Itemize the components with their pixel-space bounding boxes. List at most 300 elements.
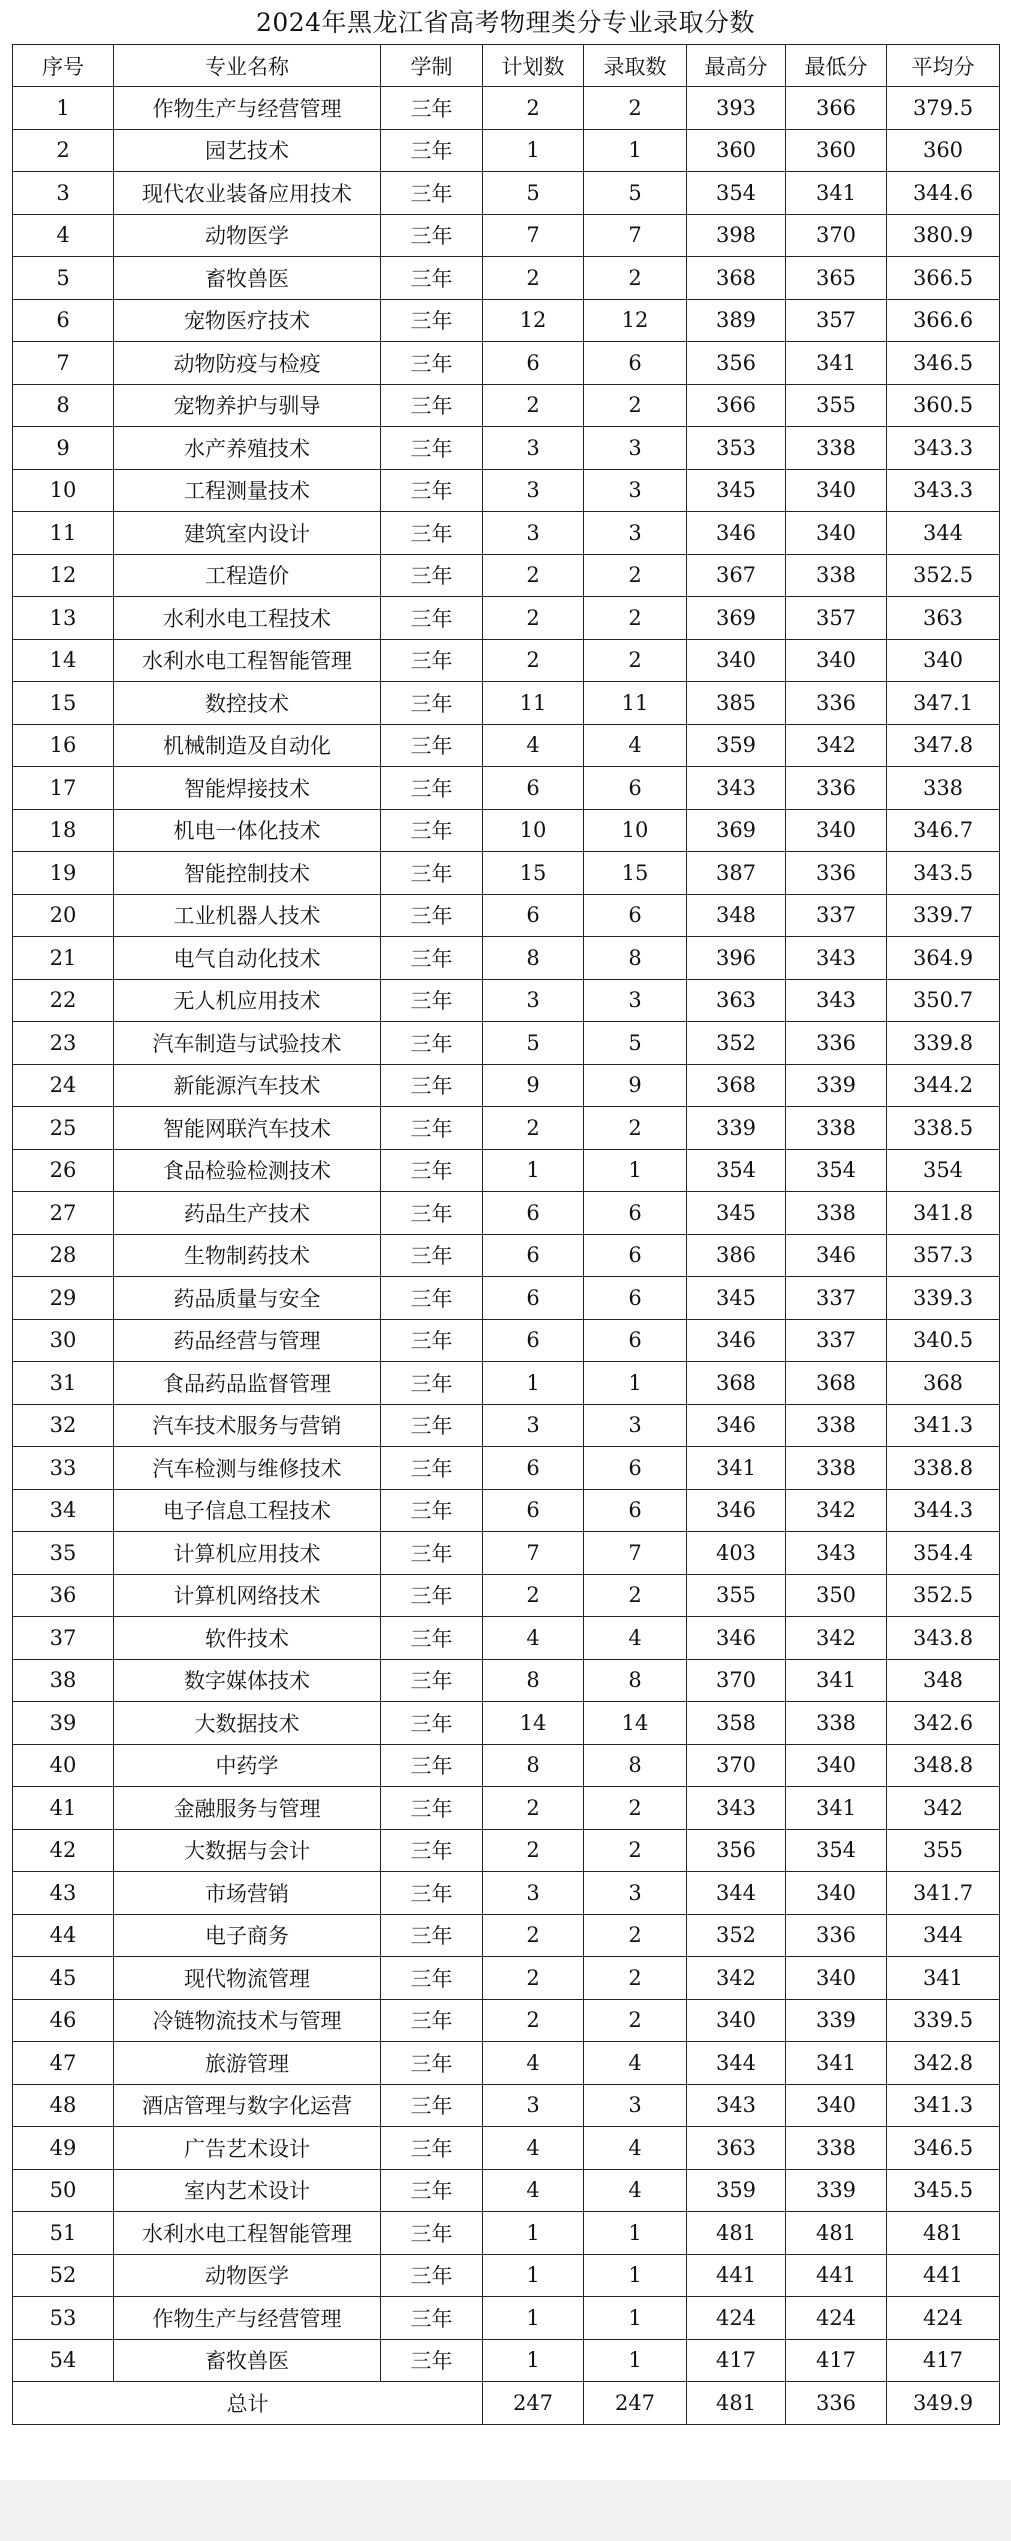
cell-admitted: 2 <box>584 1787 687 1830</box>
cell-avg-score: 343.3 <box>887 469 1000 512</box>
cell-planned: 7 <box>483 1532 584 1575</box>
table-row <box>13 1957 1000 2000</box>
cell-index: 23 <box>13 1022 114 1065</box>
cell-min-score: 340 <box>786 2084 887 2127</box>
cell-major-name: 工业机器人技术 <box>114 894 381 937</box>
table-row <box>13 937 1000 980</box>
column-header-max-score: 最高分 <box>687 45 786 87</box>
cell-index: 36 <box>13 1574 114 1617</box>
cell-planned: 8 <box>483 1659 584 1702</box>
cell-admitted: 4 <box>584 2127 687 2170</box>
cell-index: 39 <box>13 1702 114 1745</box>
cell-major-name: 工程造价 <box>114 554 381 597</box>
cell-avg-score: 352.5 <box>887 554 1000 597</box>
cell-index: 13 <box>13 597 114 640</box>
cell-duration: 三年 <box>381 1914 483 1957</box>
table-row <box>13 299 1000 342</box>
table-row <box>13 1149 1000 1192</box>
cell-index: 52 <box>13 2254 114 2297</box>
cell-avg-score: 344.2 <box>887 1064 1000 1107</box>
table-row <box>13 682 1000 725</box>
cell-admitted: 8 <box>584 1744 687 1787</box>
cell-duration: 三年 <box>381 2212 483 2255</box>
cell-major-name: 中药学 <box>114 1744 381 1787</box>
cell-duration: 三年 <box>381 767 483 810</box>
cell-min-score: 339 <box>786 1064 887 1107</box>
cell-avg-score: 379.5 <box>887 87 1000 130</box>
cell-min-score: 417 <box>786 2339 887 2382</box>
cell-admitted: 2 <box>584 1574 687 1617</box>
cell-min-score: 342 <box>786 724 887 767</box>
cell-planned: 9 <box>483 1064 584 1107</box>
column-header-major: 专业名称 <box>114 45 381 87</box>
cell-planned: 4 <box>483 724 584 767</box>
table-row <box>13 1999 1000 2042</box>
cell-max-score: 346 <box>687 1489 786 1532</box>
cell-admitted: 1 <box>584 2212 687 2255</box>
cell-admitted: 2 <box>584 1957 687 2000</box>
cell-major-name: 软件技术 <box>114 1617 381 1660</box>
cell-avg-score: 346.5 <box>887 342 1000 385</box>
cell-major-name: 计算机网络技术 <box>114 1574 381 1617</box>
cell-planned: 12 <box>483 299 584 342</box>
cell-avg-score: 368 <box>887 1362 1000 1405</box>
cell-avg-score: 341.7 <box>887 1872 1000 1915</box>
cell-max-score: 441 <box>687 2254 786 2297</box>
cell-admitted: 1 <box>584 1362 687 1405</box>
cell-index: 14 <box>13 639 114 682</box>
cell-min-score: 365 <box>786 257 887 300</box>
cell-max-score: 346 <box>687 1617 786 1660</box>
cell-major-name: 食品药品监督管理 <box>114 1362 381 1405</box>
cell-min-score: 346 <box>786 1234 887 1277</box>
cell-index: 26 <box>13 1149 114 1192</box>
cell-duration: 三年 <box>381 1277 483 1320</box>
cell-major-name: 无人机应用技术 <box>114 979 381 1022</box>
cell-admitted: 6 <box>584 1489 687 1532</box>
cell-admitted: 2 <box>584 1829 687 1872</box>
table-row <box>13 2042 1000 2085</box>
cell-admitted: 6 <box>584 767 687 810</box>
cell-avg-score: 339.8 <box>887 1022 1000 1065</box>
cell-planned: 2 <box>483 257 584 300</box>
cell-avg-score: 341.8 <box>887 1192 1000 1235</box>
cell-avg-score: 352.5 <box>887 1574 1000 1617</box>
cell-duration: 三年 <box>381 1872 483 1915</box>
cell-min-score: 340 <box>786 809 887 852</box>
cell-admitted: 1 <box>584 1149 687 1192</box>
cell-major-name: 机电一体化技术 <box>114 809 381 852</box>
cell-planned: 2 <box>483 384 584 427</box>
cell-planned: 6 <box>483 1447 584 1490</box>
cell-min-score: 343 <box>786 979 887 1022</box>
cell-duration: 三年 <box>381 1574 483 1617</box>
cell-planned: 2 <box>483 554 584 597</box>
cell-duration: 三年 <box>381 1489 483 1532</box>
cell-max-score: 359 <box>687 2169 786 2212</box>
table-row <box>13 1192 1000 1235</box>
cell-major-name: 现代物流管理 <box>114 1957 381 2000</box>
cell-admitted: 2 <box>584 384 687 427</box>
cell-min-score: 337 <box>786 1319 887 1362</box>
cell-index: 18 <box>13 809 114 852</box>
cell-admitted: 15 <box>584 852 687 895</box>
cell-duration: 三年 <box>381 1107 483 1150</box>
cell-avg-score: 345.5 <box>887 2169 1000 2212</box>
table-row <box>13 469 1000 512</box>
cell-admitted: 3 <box>584 1872 687 1915</box>
cell-index: 7 <box>13 342 114 385</box>
cell-min-score: 366 <box>786 87 887 130</box>
cell-duration: 三年 <box>381 1702 483 1745</box>
cell-avg-score: 346.7 <box>887 809 1000 852</box>
cell-duration: 三年 <box>381 2254 483 2297</box>
cell-duration: 三年 <box>381 1999 483 2042</box>
cell-planned: 3 <box>483 469 584 512</box>
cell-max-score: 393 <box>687 87 786 130</box>
cell-admitted: 5 <box>584 172 687 215</box>
cell-admitted: 6 <box>584 1234 687 1277</box>
cell-planned: 10 <box>483 809 584 852</box>
cell-min-score: 357 <box>786 299 887 342</box>
cell-duration: 三年 <box>381 979 483 1022</box>
table-body <box>13 87 1000 2382</box>
table-row <box>13 1404 1000 1447</box>
cell-max-score: 339 <box>687 1107 786 1150</box>
cell-min-score: 342 <box>786 1617 887 1660</box>
table-row <box>13 2127 1000 2170</box>
cell-index: 33 <box>13 1447 114 1490</box>
cell-max-score: 370 <box>687 1744 786 1787</box>
cell-major-name: 计算机应用技术 <box>114 1532 381 1575</box>
cell-major-name: 新能源汽车技术 <box>114 1064 381 1107</box>
cell-index: 8 <box>13 384 114 427</box>
cell-max-score: 354 <box>687 172 786 215</box>
cell-avg-score: 348 <box>887 1659 1000 1702</box>
cell-planned: 6 <box>483 1192 584 1235</box>
cell-planned: 2 <box>483 1957 584 2000</box>
cell-index: 40 <box>13 1744 114 1787</box>
cell-max-score: 343 <box>687 2084 786 2127</box>
cell-planned: 2 <box>483 1829 584 1872</box>
cell-index: 46 <box>13 1999 114 2042</box>
cell-index: 6 <box>13 299 114 342</box>
cell-max-score: 369 <box>687 597 786 640</box>
cell-min-score: 336 <box>786 1914 887 1957</box>
cell-duration: 三年 <box>381 2169 483 2212</box>
cell-major-name: 宠物养护与驯导 <box>114 384 381 427</box>
cell-duration: 三年 <box>381 1659 483 1702</box>
cell-avg-score: 341.3 <box>887 1404 1000 1447</box>
cell-min-score: 481 <box>786 2212 887 2255</box>
cell-admitted: 6 <box>584 1319 687 1362</box>
cell-min-score: 350 <box>786 1574 887 1617</box>
cell-major-name: 作物生产与经营管理 <box>114 87 381 130</box>
cell-major-name: 水产养殖技术 <box>114 427 381 470</box>
cell-duration: 三年 <box>381 1532 483 1575</box>
cell-max-score: 368 <box>687 1064 786 1107</box>
cell-max-score: 396 <box>687 937 786 980</box>
cell-avg-score: 360 <box>887 129 1000 172</box>
cell-admitted: 3 <box>584 512 687 555</box>
cell-duration: 三年 <box>381 1617 483 1660</box>
cell-avg-score: 363 <box>887 597 1000 640</box>
cell-min-score: 341 <box>786 342 887 385</box>
total-planned: 247 <box>483 2382 584 2425</box>
cell-admitted: 11 <box>584 682 687 725</box>
cell-duration: 三年 <box>381 1192 483 1235</box>
cell-duration: 三年 <box>381 724 483 767</box>
cell-duration: 三年 <box>381 639 483 682</box>
cell-planned: 1 <box>483 2297 584 2340</box>
cell-major-name: 电气自动化技术 <box>114 937 381 980</box>
column-header-admitted: 录取数 <box>584 45 687 87</box>
cell-major-name: 药品质量与安全 <box>114 1277 381 1320</box>
cell-major-name: 智能网联汽车技术 <box>114 1107 381 1150</box>
table-row <box>13 1744 1000 1787</box>
cell-planned: 6 <box>483 1234 584 1277</box>
cell-major-name: 汽车技术服务与营销 <box>114 1404 381 1447</box>
cell-planned: 4 <box>483 2042 584 2085</box>
cell-min-score: 337 <box>786 894 887 937</box>
cell-index: 20 <box>13 894 114 937</box>
cell-avg-score: 354.4 <box>887 1532 1000 1575</box>
cell-planned: 14 <box>483 1702 584 1745</box>
cell-duration: 三年 <box>381 87 483 130</box>
cell-avg-score: 339.7 <box>887 894 1000 937</box>
table-row <box>13 2254 1000 2297</box>
cell-major-name: 建筑室内设计 <box>114 512 381 555</box>
cell-max-score: 345 <box>687 469 786 512</box>
cell-admitted: 12 <box>584 299 687 342</box>
table-row <box>13 1022 1000 1065</box>
cell-index: 16 <box>13 724 114 767</box>
page-title: 2024年黑龙江省高考物理类分专业录取分数 <box>255 8 756 37</box>
cell-max-score: 368 <box>687 257 786 300</box>
table-row <box>13 257 1000 300</box>
cell-planned: 6 <box>483 894 584 937</box>
table-row <box>13 129 1000 172</box>
header-row <box>13 45 1000 87</box>
table-row <box>13 809 1000 852</box>
cell-major-name: 作物生产与经营管理 <box>114 2297 381 2340</box>
cell-min-score: 341 <box>786 1659 887 1702</box>
table-row <box>13 1702 1000 1745</box>
cell-planned: 8 <box>483 1744 584 1787</box>
cell-index: 1 <box>13 87 114 130</box>
cell-avg-score: 343.5 <box>887 852 1000 895</box>
cell-major-name: 汽车检测与维修技术 <box>114 1447 381 1490</box>
cell-major-name: 数字媒体技术 <box>114 1659 381 1702</box>
cell-major-name: 水利水电工程智能管理 <box>114 639 381 682</box>
table-row <box>13 1064 1000 1107</box>
cell-avg-score: 347.8 <box>887 724 1000 767</box>
cell-duration: 三年 <box>381 1787 483 1830</box>
cell-duration: 三年 <box>381 2042 483 2085</box>
cell-avg-score: 357.3 <box>887 1234 1000 1277</box>
cell-avg-score: 338 <box>887 767 1000 810</box>
cell-duration: 三年 <box>381 937 483 980</box>
cell-min-score: 336 <box>786 852 887 895</box>
cell-major-name: 数控技术 <box>114 682 381 725</box>
table-row <box>13 1362 1000 1405</box>
cell-planned: 11 <box>483 682 584 725</box>
total-label: 总计 <box>13 2382 483 2425</box>
cell-admitted: 4 <box>584 1617 687 1660</box>
cell-min-score: 341 <box>786 2042 887 2085</box>
cell-min-score: 340 <box>786 639 887 682</box>
cell-duration: 三年 <box>381 809 483 852</box>
cell-max-score: 356 <box>687 1829 786 1872</box>
cell-max-score: 343 <box>687 767 786 810</box>
table-row <box>13 1872 1000 1915</box>
cell-avg-score: 360.5 <box>887 384 1000 427</box>
cell-major-name: 机械制造及自动化 <box>114 724 381 767</box>
cell-min-score: 336 <box>786 1022 887 1065</box>
cell-planned: 2 <box>483 87 584 130</box>
cell-max-score: 481 <box>687 2212 786 2255</box>
cell-max-score: 346 <box>687 1404 786 1447</box>
cell-index: 45 <box>13 1957 114 2000</box>
cell-planned: 2 <box>483 639 584 682</box>
cell-index: 34 <box>13 1489 114 1532</box>
cell-admitted: 4 <box>584 2169 687 2212</box>
cell-avg-score: 366.5 <box>887 257 1000 300</box>
cell-avg-score: 417 <box>887 2339 1000 2382</box>
cell-duration: 三年 <box>381 2084 483 2127</box>
cell-min-score: 343 <box>786 937 887 980</box>
cell-index: 25 <box>13 1107 114 1150</box>
cell-max-score: 355 <box>687 1574 786 1617</box>
cell-min-score: 336 <box>786 767 887 810</box>
cell-major-name: 畜牧兽医 <box>114 2339 381 2382</box>
cell-planned: 5 <box>483 172 584 215</box>
cell-max-score: 344 <box>687 1872 786 1915</box>
cell-min-score: 360 <box>786 129 887 172</box>
table-row <box>13 384 1000 427</box>
cell-max-score: 343 <box>687 1787 786 1830</box>
table-row <box>13 87 1000 130</box>
cell-major-name: 广告艺术设计 <box>114 2127 381 2170</box>
cell-index: 2 <box>13 129 114 172</box>
cell-max-score: 344 <box>687 2042 786 2085</box>
cell-max-score: 341 <box>687 1447 786 1490</box>
cell-max-score: 353 <box>687 427 786 470</box>
table-row <box>13 2339 1000 2382</box>
cell-duration: 三年 <box>381 1319 483 1362</box>
cell-major-name: 大数据技术 <box>114 1702 381 1745</box>
cell-avg-score: 380.9 <box>887 214 1000 257</box>
cell-admitted: 8 <box>584 937 687 980</box>
cell-index: 30 <box>13 1319 114 1362</box>
cell-index: 43 <box>13 1872 114 1915</box>
cell-max-score: 342 <box>687 1957 786 2000</box>
total-avg-score: 349.9 <box>887 2382 1000 2425</box>
cell-planned: 3 <box>483 1404 584 1447</box>
cell-admitted: 6 <box>584 894 687 937</box>
cell-planned: 2 <box>483 1107 584 1150</box>
table-row <box>13 1574 1000 1617</box>
cell-planned: 2 <box>483 1999 584 2042</box>
cell-index: 17 <box>13 767 114 810</box>
column-header-duration: 学制 <box>381 45 483 87</box>
table-row <box>13 1489 1000 1532</box>
cell-major-name: 水利水电工程智能管理 <box>114 2212 381 2255</box>
cell-min-score: 338 <box>786 554 887 597</box>
cell-duration: 三年 <box>381 1022 483 1065</box>
cell-duration: 三年 <box>381 1234 483 1277</box>
cell-max-score: 354 <box>687 1149 786 1192</box>
cell-max-score: 424 <box>687 2297 786 2340</box>
cell-avg-score: 344 <box>887 512 1000 555</box>
cell-major-name: 动物医学 <box>114 214 381 257</box>
cell-avg-score: 342 <box>887 1787 1000 1830</box>
table-row <box>13 2212 1000 2255</box>
cell-max-score: 340 <box>687 1999 786 2042</box>
cell-admitted: 6 <box>584 1192 687 1235</box>
cell-planned: 2 <box>483 1574 584 1617</box>
cell-index: 10 <box>13 469 114 512</box>
table-row <box>13 639 1000 682</box>
cell-planned: 4 <box>483 2127 584 2170</box>
cell-avg-score: 338.8 <box>887 1447 1000 1490</box>
cell-min-score: 340 <box>786 512 887 555</box>
cell-admitted: 3 <box>584 979 687 1022</box>
cell-index: 37 <box>13 1617 114 1660</box>
cell-major-name: 金融服务与管理 <box>114 1787 381 1830</box>
cell-planned: 1 <box>483 1149 584 1192</box>
cell-max-score: 389 <box>687 299 786 342</box>
cell-min-score: 339 <box>786 2169 887 2212</box>
cell-admitted: 7 <box>584 214 687 257</box>
cell-avg-score: 364.9 <box>887 937 1000 980</box>
cell-admitted: 2 <box>584 639 687 682</box>
cell-planned: 7 <box>483 214 584 257</box>
column-header-index: 序号 <box>13 45 114 87</box>
cell-planned: 5 <box>483 1022 584 1065</box>
cell-duration: 三年 <box>381 1957 483 2000</box>
cell-index: 35 <box>13 1532 114 1575</box>
cell-duration: 三年 <box>381 469 483 512</box>
cell-admitted: 4 <box>584 724 687 767</box>
total-admitted: 247 <box>584 2382 687 2425</box>
cell-min-score: 339 <box>786 1999 887 2042</box>
cell-max-score: 370 <box>687 1659 786 1702</box>
cell-planned: 3 <box>483 1872 584 1915</box>
table-row <box>13 512 1000 555</box>
cell-index: 27 <box>13 1192 114 1235</box>
cell-max-score: 346 <box>687 1319 786 1362</box>
cell-duration: 三年 <box>381 1404 483 1447</box>
table-row <box>13 724 1000 767</box>
cell-planned: 2 <box>483 1787 584 1830</box>
cell-planned: 1 <box>483 2212 584 2255</box>
cell-avg-score: 339.5 <box>887 1999 1000 2042</box>
cell-planned: 2 <box>483 1914 584 1957</box>
cell-max-score: 417 <box>687 2339 786 2382</box>
cell-avg-score: 346.5 <box>887 2127 1000 2170</box>
table-row <box>13 1107 1000 1150</box>
cell-duration: 三年 <box>381 129 483 172</box>
cell-max-score: 403 <box>687 1532 786 1575</box>
cell-admitted: 6 <box>584 342 687 385</box>
cell-min-score: 354 <box>786 1149 887 1192</box>
cell-avg-score: 342.8 <box>887 2042 1000 2085</box>
table-row <box>13 2297 1000 2340</box>
table-row <box>13 1447 1000 1490</box>
cell-duration: 三年 <box>381 554 483 597</box>
cell-max-score: 352 <box>687 1022 786 1065</box>
